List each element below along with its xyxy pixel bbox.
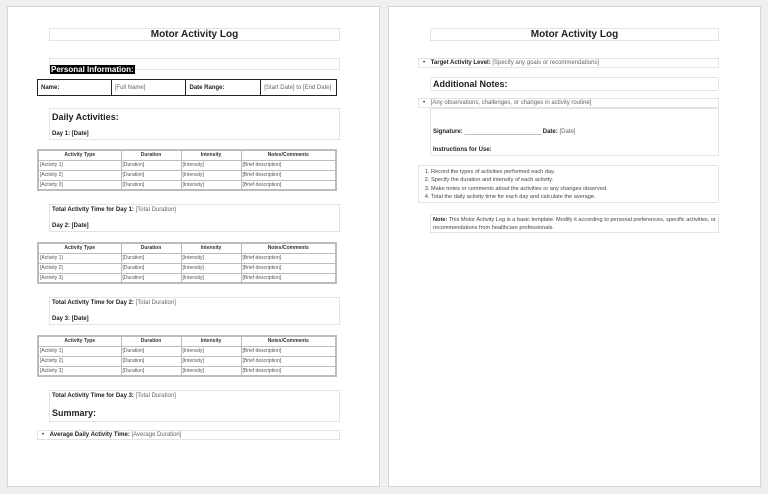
cell[interactable]: [Intensity] [181, 356, 241, 366]
table-row [38, 366, 336, 376]
list-item: 2. Specify the duration and intensity of each activity. [431, 176, 718, 184]
personal-info-heading: Personal Information: [51, 65, 134, 74]
day-2-total-box [49, 297, 340, 325]
instructions-heading: Instructions for Use: [433, 147, 492, 153]
avg-activity-value[interactable]: [Average Duration] [131, 432, 182, 438]
cell[interactable]: [Activity 3] [38, 366, 121, 376]
personal-info-heading-box [49, 58, 340, 74]
cell[interactable]: [Duration] [121, 263, 181, 273]
cell[interactable]: [Intensity] [181, 180, 241, 190]
cell[interactable]: [Intensity] [181, 160, 241, 170]
col-notes: Notes/Comments [241, 336, 336, 346]
document-title: Motor Activity Log [49, 28, 340, 41]
name-value[interactable]: [Full Name] [111, 80, 186, 96]
instructions-list [419, 168, 718, 202]
table-row [38, 273, 336, 283]
col-duration: Duration [121, 336, 181, 346]
list-item: 1. Record the types of activities performed each day. [431, 168, 718, 176]
date-range-label: Date Range: [186, 80, 261, 96]
col-intensity: Intensity [181, 336, 241, 346]
day-3-total-label: Total Activity Time for Day 3: [52, 393, 134, 399]
summary-heading: Summary: [52, 408, 97, 418]
day-2-total-value[interactable]: [Total Duration] [135, 300, 176, 306]
note-label: Note: [433, 217, 448, 223]
day-1-total-box [49, 204, 340, 232]
document-page-1 [7, 6, 380, 487]
signature-box [430, 108, 719, 156]
list-item: 4. Total the daily activity time for each day and calculate the average. [431, 193, 718, 201]
personal-info-table [37, 79, 337, 96]
cell[interactable]: [Brief description] [241, 263, 336, 273]
cell[interactable]: [Intensity] [181, 273, 241, 283]
instructions-list-box [418, 165, 719, 203]
cell[interactable]: [Brief description] [241, 356, 336, 366]
cell[interactable]: [Activity 2] [38, 356, 121, 366]
avg-activity-label: Average Daily Activity Time: [49, 432, 130, 438]
date-range-value[interactable]: [Start Date] to [End Date] [261, 80, 337, 96]
bullet-icon: • [422, 60, 426, 66]
cell[interactable]: [Duration] [121, 366, 181, 376]
col-notes: Notes/Comments [241, 150, 336, 160]
cell[interactable]: [Duration] [121, 253, 181, 263]
date-label: Date: [542, 129, 558, 135]
day-3-total-value[interactable]: [Total Duration] [135, 393, 176, 399]
cell[interactable]: [Activity 3] [38, 180, 121, 190]
day-1-label: Day 1: [Date] [52, 131, 89, 137]
cell[interactable]: [Intensity] [181, 346, 241, 356]
day-1-total-label: Total Activity Time for Day 1: [52, 207, 134, 213]
col-activity-type: Activity Type [38, 150, 121, 160]
cell[interactable]: [Intensity] [181, 366, 241, 376]
target-activity-label: Target Activity Level: [430, 60, 491, 66]
signature-label: Signature: [433, 129, 463, 135]
name-label: Name: [38, 80, 112, 96]
day-2-total-label: Total Activity Time for Day 2: [52, 300, 134, 306]
document-title: Motor Activity Log [430, 28, 719, 41]
col-activity-type: Activity Type [38, 243, 121, 253]
cell[interactable]: [Brief description] [241, 273, 336, 283]
cell[interactable]: [Activity 2] [38, 263, 121, 273]
day-3-total-box [49, 390, 340, 422]
cell[interactable]: [Brief description] [241, 180, 336, 190]
additional-notes-box [430, 77, 719, 91]
signature-line[interactable]: _______________________ [464, 129, 542, 135]
day-1-activity-table [37, 149, 337, 191]
cell[interactable]: [Duration] [121, 180, 181, 190]
cell[interactable]: [Intensity] [181, 263, 241, 273]
cell[interactable]: [Brief description] [241, 346, 336, 356]
daily-activities-box [49, 108, 340, 140]
notes-item [418, 98, 719, 108]
cell[interactable]: [Activity 1] [38, 346, 121, 356]
day-2-label: Day 2: [Date] [52, 223, 89, 229]
cell[interactable]: [Duration] [121, 170, 181, 180]
cell[interactable]: [Activity 1] [38, 253, 121, 263]
cell[interactable]: [Duration] [121, 160, 181, 170]
note-text: This Motor Activity Log is a basic template. Modify it according to personal preferences, specific activities, or recommendations from healthcare professionals. [433, 217, 716, 231]
cell[interactable]: [Intensity] [181, 170, 241, 180]
col-intensity: Intensity [181, 243, 241, 253]
bullet-icon: • [422, 100, 426, 106]
cell[interactable]: [Brief description] [241, 366, 336, 376]
bullet-icon: • [41, 432, 45, 438]
cell[interactable]: [Duration] [121, 356, 181, 366]
additional-notes-heading: Additional Notes: [433, 79, 508, 89]
target-activity-item [418, 58, 719, 68]
avg-activity-item [37, 430, 340, 440]
col-notes: Notes/Comments [241, 243, 336, 253]
col-activity-type: Activity Type [38, 336, 121, 346]
table-row [38, 180, 336, 190]
col-intensity: Intensity [181, 150, 241, 160]
day-3-activity-table [37, 335, 337, 377]
date-value[interactable]: [Date] [559, 129, 576, 135]
cell[interactable]: [Brief description] [241, 170, 336, 180]
day-2-activity-table [37, 242, 337, 284]
table-row [38, 170, 336, 180]
day-1-total-value[interactable]: [Total Duration] [135, 207, 176, 213]
notes-value[interactable]: [Any observations, challenges, or changes in activity routine] [430, 100, 592, 106]
note-box [430, 214, 719, 233]
col-duration: Duration [121, 150, 181, 160]
cell[interactable]: [Brief description] [241, 253, 336, 263]
day-3-label: Day 3: [Date] [52, 316, 89, 322]
cell[interactable]: [Activity 2] [38, 170, 121, 180]
cell[interactable]: [Duration] [121, 273, 181, 283]
col-duration: Duration [121, 243, 181, 253]
table-row [38, 346, 336, 356]
cell[interactable]: [Activity 1] [38, 160, 121, 170]
cell[interactable]: [Activity 3] [38, 273, 121, 283]
target-activity-value[interactable]: [Specify any goals or recommendations] [492, 60, 600, 66]
cell[interactable]: [Intensity] [181, 253, 241, 263]
table-row [38, 356, 336, 366]
table-row [38, 263, 336, 273]
table-row [38, 160, 336, 170]
list-item: 3. Make notes or comments about the activities or any changes observed. [431, 185, 718, 193]
daily-activities-heading: Daily Activities: [52, 112, 119, 122]
document-page-2 [388, 6, 761, 487]
cell[interactable]: [Duration] [121, 346, 181, 356]
cell[interactable]: [Brief description] [241, 160, 336, 170]
table-row [38, 253, 336, 263]
